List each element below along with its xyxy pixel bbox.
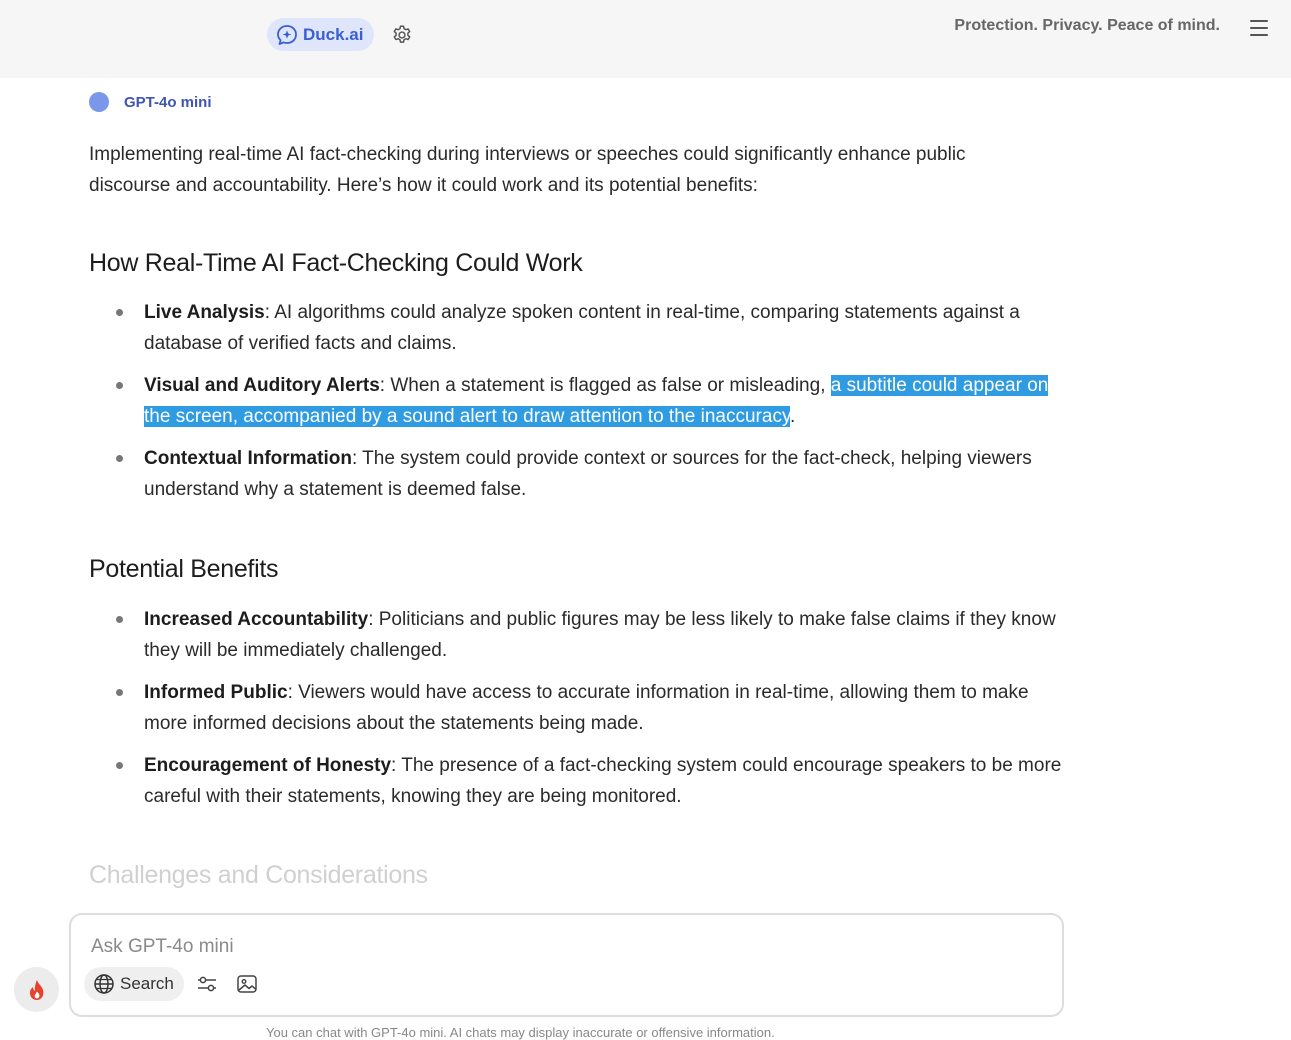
globe-icon — [93, 973, 115, 995]
duck-chat-icon — [276, 24, 298, 46]
search-toggle-button[interactable] — [84, 967, 184, 1001]
list-item — [89, 443, 1064, 505]
list-item-term: Live Analysis — [144, 302, 265, 323]
list-item-text: : The system could provide context or sources for the fact-check, helping viewers understand why a statement is deemed false. — [144, 448, 1032, 500]
benefits-list — [89, 604, 1064, 823]
list-item-text-end: . — [790, 406, 796, 427]
list-item-text: : When a statement is flagged as false or misleading, — [379, 375, 831, 396]
list-item — [89, 297, 1064, 359]
ask-input[interactable] — [91, 933, 1031, 961]
tagline: Protection. Privacy. Peace of mind. — [954, 17, 1220, 34]
duck-ai-home-button[interactable] — [267, 18, 374, 51]
top-bar — [0, 0, 1291, 78]
list-item-text: : AI algorithms could analyze spoken content in real-time, comparing statements against a database of verified facts and claims. — [144, 302, 1020, 354]
clear-chat-fire-button[interactable] — [14, 967, 59, 1012]
chat-options-button[interactable] — [195, 972, 219, 996]
list-item-term: Encouragement of Honesty — [144, 755, 392, 776]
model-avatar — [89, 92, 109, 112]
list-item — [89, 370, 1064, 432]
section-heading-challenges: Challenges and Considerations — [89, 861, 428, 889]
chat-content — [89, 78, 1064, 908]
list-item-text: : Viewers would have access to accurate information in real-time, allowing them to make more informed decisions about the statements being made. — [144, 682, 1029, 734]
list-item-term: Increased Accountability — [144, 609, 369, 630]
menu-button[interactable] — [1249, 18, 1271, 38]
model-name: GPT-4o mini — [124, 93, 212, 111]
list-item — [89, 750, 1064, 812]
hamburger-menu-icon — [1250, 20, 1268, 22]
section-heading-how-it-works: How Real-Time AI Fact-Checking Could Work — [89, 249, 583, 277]
model-header — [89, 92, 212, 112]
settings-button[interactable] — [389, 22, 414, 47]
selected-text: a subtitle could appear on the screen, accompanied by a sound alert to draw attention to the inaccuracy — [144, 375, 1049, 427]
attach-image-button[interactable] — [235, 972, 259, 996]
image-icon — [236, 973, 258, 995]
brand-label: Duck.ai — [303, 24, 364, 44]
list-item-term: Visual and Auditory Alerts — [144, 375, 380, 396]
intro-paragraph: Implementing real-time AI fact-checking during interviews or speeches could significantly enhance public discourse and accountability. Here’s how it could work and its potential benefits: — [89, 144, 966, 196]
search-label: Search — [120, 974, 174, 993]
list-item — [89, 604, 1064, 666]
section-heading-benefits: Potential Benefits — [89, 555, 279, 583]
message-composer — [69, 913, 1064, 1017]
how-it-works-list — [89, 297, 1064, 516]
disclaimer-footer: You can chat with GPT-4o mini. AI chats may display inaccurate or offensive information. — [266, 1025, 775, 1040]
list-item — [89, 677, 1064, 739]
gear-icon — [391, 24, 413, 46]
list-item-term: Informed Public — [144, 682, 288, 703]
list-item-term: Contextual Information — [144, 448, 352, 469]
list-item-text: : The presence of a fact-checking system could encourage speakers to be more careful with their statements, knowing they are being monitored. — [144, 755, 1062, 807]
fire-icon — [27, 979, 47, 1001]
list-item-text: : Politicians and public figures may be less likely to make false claims if they know they will be immediately challenged. — [144, 609, 1056, 661]
sliders-icon — [196, 973, 218, 995]
